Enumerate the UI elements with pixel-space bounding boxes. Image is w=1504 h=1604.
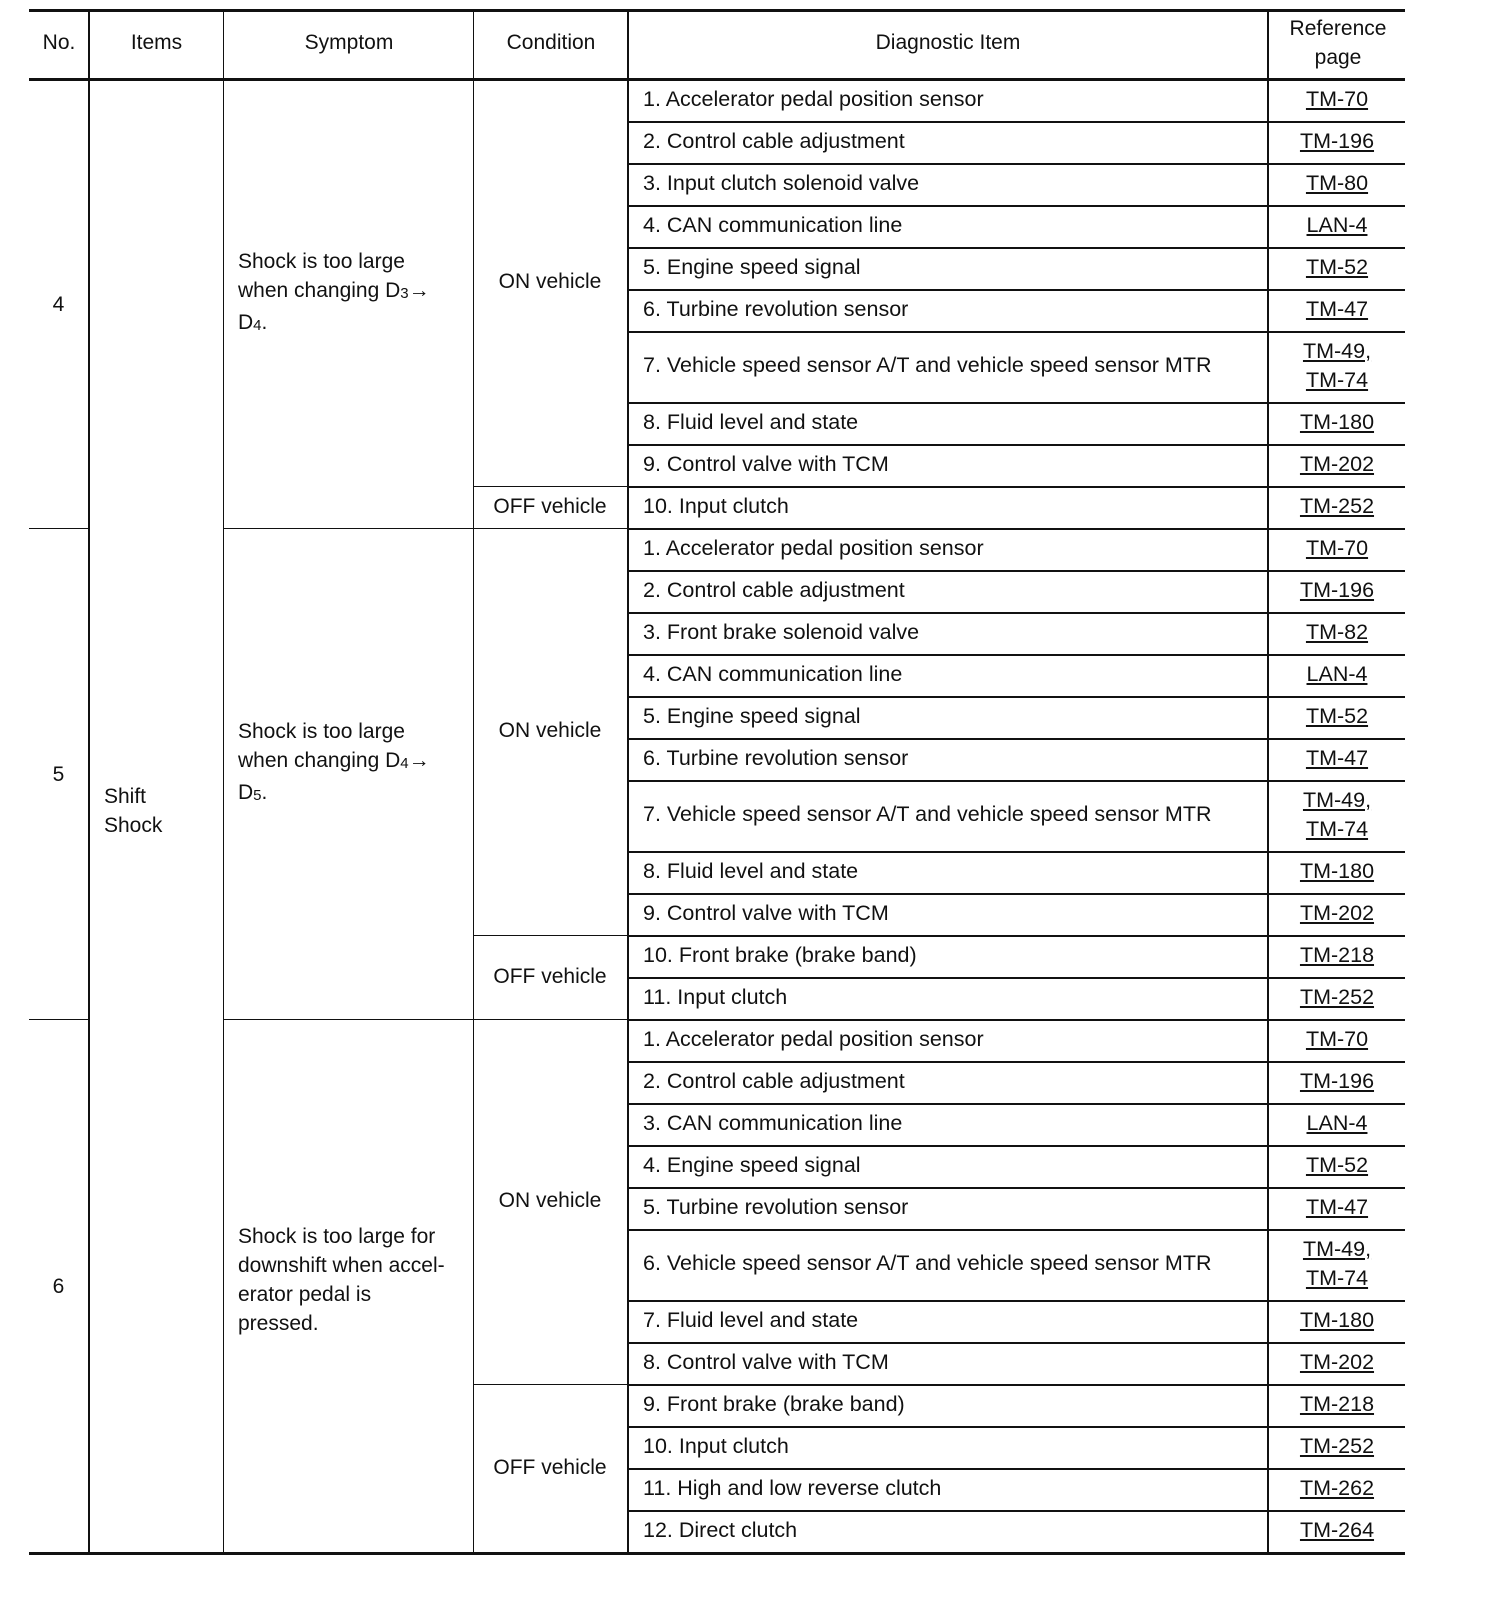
reference-link[interactable]: TM-252 — [1299, 985, 1375, 1009]
header-no: No. — [42, 31, 76, 54]
col-line-symptom — [473, 9, 474, 1552]
reference-link[interactable]: TM-47 — [1305, 746, 1369, 770]
reference-page — [1267, 934, 1407, 976]
col-line-no — [88, 9, 90, 1552]
diagnostic-item: 8. Fluid level and state — [643, 858, 859, 883]
symptom-line: when changing $D_4\to$ — [238, 749, 430, 772]
symptom-line: $D_4$. — [238, 311, 268, 334]
reference-page — [1267, 695, 1407, 737]
diagnostic-item: 2. Control cable adjustment — [643, 1068, 905, 1093]
condition-divider — [473, 1384, 627, 1385]
group-divider-no — [29, 528, 88, 529]
reference-link[interactable]: TM-202 — [1299, 901, 1375, 925]
symptom-line: Shock is too large for — [238, 1224, 436, 1248]
reference-link[interactable]: TM-70 — [1305, 536, 1369, 560]
reference-page — [1267, 485, 1407, 527]
symptom-line: Shock is too large — [238, 250, 405, 273]
reference-link[interactable]: TM-49, — [1302, 1236, 1372, 1261]
col-line-diagnostic — [1267, 9, 1269, 1552]
diagnostic-item: 7. Vehicle speed sensor A/T and vehicle speed sensor MTR — [643, 802, 1212, 826]
diagnostic-item: 4. Engine speed signal — [643, 1152, 861, 1177]
reference-link[interactable]: TM-252 — [1299, 494, 1375, 518]
reference-page — [1267, 1467, 1407, 1509]
symptom-line: $D_5$. — [238, 781, 268, 804]
diagnostic-item: 9. Control valve with TCM — [643, 900, 889, 925]
condition-on-vehicle: ON vehicle — [498, 269, 602, 293]
header-symptom: Symptom — [304, 31, 394, 54]
diagnostic-item: 2. Control cable adjustment — [643, 577, 905, 602]
reference-page — [1267, 443, 1407, 485]
diagnostic-item: 5. Engine speed signal — [643, 703, 861, 728]
reference-link[interactable]: TM-70 — [1305, 87, 1369, 111]
reference-page — [1267, 246, 1407, 288]
reference-page — [1267, 653, 1407, 695]
reference-link[interactable]: TM-180 — [1299, 410, 1375, 434]
reference-page — [1267, 611, 1407, 653]
reference-link[interactable]: LAN-4 — [1306, 213, 1368, 237]
reference-link[interactable]: TM-218 — [1299, 943, 1375, 967]
reference-link[interactable]: TM-52 — [1305, 704, 1369, 728]
reference-link[interactable]: TM-80 — [1305, 171, 1369, 195]
reference-link[interactable]: TM-74 — [1305, 816, 1369, 841]
bottom-rule — [29, 1552, 1405, 1555]
reference-link[interactable]: TM-49, — [1302, 787, 1372, 812]
reference-page — [1267, 1299, 1407, 1341]
header-condition: Condition — [506, 31, 596, 54]
condition-off-vehicle: OFF vehicle — [493, 495, 607, 518]
group-divider — [223, 1019, 627, 1020]
condition-off-vehicle: OFF vehicle — [493, 1456, 607, 1479]
reference-page — [1267, 204, 1407, 246]
col-line-condition — [627, 9, 629, 1552]
condition-off-vehicle: OFF vehicle — [493, 965, 607, 988]
top-rule — [29, 9, 1405, 12]
reference-link[interactable]: TM-82 — [1305, 620, 1369, 644]
item-label-line1: Shift — [104, 785, 147, 808]
symptom-text — [238, 247, 430, 340]
reference-page — [1267, 527, 1407, 569]
reference-page — [1267, 1341, 1407, 1383]
reference-page — [1267, 288, 1407, 330]
reference-link[interactable]: TM-196 — [1299, 129, 1375, 153]
reference-link[interactable]: TM-264 — [1299, 1518, 1375, 1542]
diagnostic-item: 12. Direct clutch — [643, 1517, 798, 1542]
diagnostic-item: 7. Fluid level and state — [643, 1307, 859, 1332]
reference-link[interactable]: LAN-4 — [1306, 662, 1368, 686]
reference-page — [1267, 401, 1407, 443]
reference-page — [1267, 162, 1407, 204]
reference-page — [1267, 1144, 1407, 1186]
reference-page — [1267, 78, 1407, 120]
reference-link[interactable]: TM-252 — [1299, 1434, 1375, 1458]
header-reference-line1: Reference — [1289, 17, 1387, 40]
reference-page — [1267, 892, 1407, 934]
reference-link[interactable]: TM-180 — [1299, 859, 1375, 883]
reference-link[interactable]: TM-74 — [1305, 367, 1369, 392]
diagnostic-item: 8. Control valve with TCM — [643, 1349, 889, 1374]
reference-page — [1267, 1383, 1407, 1425]
condition-divider — [473, 935, 627, 936]
reference-page — [1267, 1102, 1407, 1144]
reference-page — [1267, 1509, 1407, 1551]
symptom-line: downshift when accel- — [238, 1253, 445, 1277]
reference-page — [1267, 779, 1407, 850]
header-reference-line2: page — [1314, 46, 1362, 69]
diagnostic-item: 11. High and low reverse clutch — [643, 1475, 942, 1500]
reference-link[interactable]: TM-70 — [1305, 1027, 1369, 1051]
diagnostic-item: 8. Fluid level and state — [643, 409, 859, 434]
diagnostic-item: 4. CAN communication line — [643, 212, 903, 237]
reference-page — [1267, 569, 1407, 611]
header-items: Items — [130, 31, 183, 54]
symptom-text — [238, 1222, 445, 1338]
reference-link[interactable]: TM-196 — [1299, 1069, 1375, 1093]
symptom-text — [238, 717, 430, 810]
reference-page — [1267, 120, 1407, 162]
diagnostic-item: 1. Accelerator pedal position sensor — [643, 535, 984, 560]
reference-link[interactable]: TM-52 — [1305, 255, 1369, 279]
header-diagnostic-item: Diagnostic Item — [875, 31, 1021, 54]
diagnostic-item: 2. Control cable adjustment — [643, 128, 905, 153]
diagnostic-item: 6. Turbine revolution sensor — [643, 745, 909, 770]
reference-page — [1267, 737, 1407, 779]
diagnostic-item: 10. Input clutch — [643, 493, 789, 518]
reference-page — [1267, 1018, 1407, 1060]
diagnostic-item: 1. Accelerator pedal position sensor — [643, 1026, 984, 1051]
reference-link[interactable]: LAN-4 — [1306, 1111, 1368, 1135]
reference-page — [1267, 1425, 1407, 1467]
reference-link[interactable]: TM-218 — [1299, 1392, 1375, 1416]
diagnostic-item: 10. Input clutch — [643, 1433, 789, 1458]
reference-page — [1267, 850, 1407, 892]
reference-link[interactable]: TM-49, — [1302, 338, 1372, 363]
reference-link[interactable]: TM-74 — [1305, 1265, 1369, 1290]
symptom-line: pressed. — [238, 1311, 319, 1335]
symptom-line: Shock is too large — [238, 720, 405, 743]
reference-link[interactable]: TM-47 — [1305, 297, 1369, 321]
diagnostic-item: 6. Vehicle speed sensor A/T and vehicle speed sensor MTR — [643, 1251, 1212, 1275]
row-number: 5 — [52, 762, 65, 786]
reference-link[interactable]: TM-47 — [1305, 1195, 1369, 1219]
diagnostic-item: 9. Control valve with TCM — [643, 451, 889, 476]
diagnostic-item: 7. Vehicle speed sensor A/T and vehicle speed sensor MTR — [643, 353, 1212, 377]
symptom-line: erator pedal is — [238, 1282, 372, 1306]
reference-link[interactable]: TM-202 — [1299, 1350, 1375, 1374]
reference-page — [1267, 976, 1407, 1018]
diagnostic-item: 3. Front brake solenoid valve — [643, 619, 920, 644]
reference-link[interactable]: TM-202 — [1299, 452, 1375, 476]
item-label-line2: Shock — [104, 814, 163, 837]
reference-page — [1267, 1060, 1407, 1102]
diagnostic-item: 3. CAN communication line — [643, 1110, 903, 1135]
diagnostic-item: 4. CAN communication line — [643, 661, 903, 686]
condition-on-vehicle: ON vehicle — [498, 718, 602, 742]
row-number: 4 — [52, 292, 65, 316]
diagnostic-item: 10. Front brake (brake band) — [643, 942, 917, 967]
diagnostic-item: 3. Input clutch solenoid valve — [643, 170, 920, 195]
reference-page — [1267, 330, 1407, 401]
header-rule — [29, 78, 1405, 81]
diagnostic-item: 11. Input clutch — [643, 984, 788, 1009]
col-line-items — [223, 9, 224, 1552]
reference-page — [1267, 1186, 1407, 1228]
reference-link[interactable]: TM-180 — [1299, 1308, 1375, 1332]
diagnostic-item: 5. Engine speed signal — [643, 254, 861, 279]
reference-link[interactable]: TM-262 — [1299, 1476, 1375, 1500]
diagnostic-item: 6. Turbine revolution sensor — [643, 296, 909, 321]
condition-on-vehicle: ON vehicle — [498, 1188, 602, 1212]
reference-link[interactable]: TM-52 — [1305, 1153, 1369, 1177]
diagnostic-item: 9. Front brake (brake band) — [643, 1391, 905, 1416]
row-number: 6 — [52, 1274, 65, 1298]
diagnostic-item: 5. Turbine revolution sensor — [643, 1194, 909, 1219]
diagnostic-item: 1. Accelerator pedal position sensor — [643, 86, 984, 111]
symptom-line: when changing $D_3\to$ — [238, 279, 430, 302]
reference-page — [1267, 1228, 1407, 1299]
group-divider — [223, 528, 627, 529]
condition-divider — [473, 486, 627, 487]
item-label — [104, 782, 162, 840]
header-reference-page — [1268, 14, 1408, 72]
group-divider-no — [29, 1019, 88, 1020]
reference-link[interactable]: TM-196 — [1299, 578, 1375, 602]
